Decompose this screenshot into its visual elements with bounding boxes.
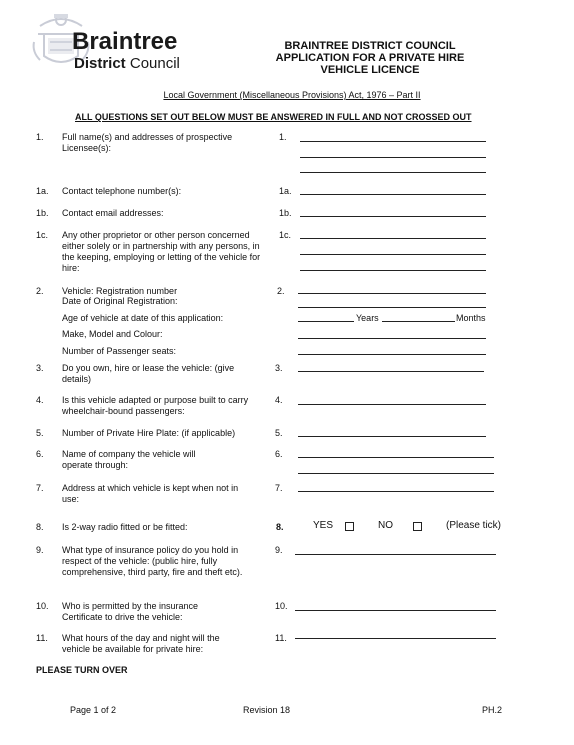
q10-text: Who is permitted by the insurance Certificate to drive the vehicle:	[62, 601, 199, 622]
q3-number: 3.	[36, 363, 44, 373]
q3-text: Do you own, hire or lease the vehicle: (give details)	[62, 363, 235, 384]
q7-answer-line[interactable]	[298, 491, 494, 492]
q8-tick-hint: (Please tick)	[446, 520, 502, 531]
turn-over-note: PLEASE TURN OVER	[36, 665, 128, 675]
q4-text: Is this vehicle adapted or purpose built to carry wheelchair-bound passengers:	[62, 395, 249, 416]
q5-answer-number: 5.	[275, 428, 283, 438]
q4-answer-line[interactable]	[298, 404, 486, 405]
q2-number: 2.	[36, 286, 44, 296]
q9-number: 9.	[36, 545, 44, 555]
q7-number: 7.	[36, 483, 44, 493]
q1c-text: Any other proprietor or other person concerned either solely or in partnership with any persons, in the keeping, employing or letting of the vehicle for hire:	[62, 230, 261, 273]
q4-answer-number: 4.	[275, 395, 283, 405]
q1a-answer-number: 1a.	[279, 186, 292, 196]
q11-text: What hours of the day and night will the vehicle be available for private hire:	[62, 633, 220, 654]
q1-answer-line-3[interactable]	[300, 172, 486, 173]
q2-age-label: Age of vehicle at date of this application:	[62, 313, 224, 323]
footer-form-code: PH.2	[482, 705, 503, 715]
q7-text: Address at which vehicle is kept when not in use:	[62, 483, 239, 504]
footer-revision: Revision 18	[243, 705, 291, 715]
q11-answer-line[interactable]	[295, 638, 496, 639]
q2-make-label: Make, Model and Colour:	[62, 329, 163, 339]
q8-yes-label: YES	[313, 520, 334, 531]
q6-answer-line-1[interactable]	[298, 457, 494, 458]
instruction-heading: ALL QUESTIONS SET OUT BELOW MUST BE ANSWERED IN FULL AND NOT CROSSED OUT	[75, 112, 472, 122]
q1b-text: Contact email addresses:	[62, 208, 164, 218]
q2-seats-label: Number of Passenger seats:	[62, 346, 177, 356]
q8-answer-number: 8.	[276, 522, 284, 532]
q8-no-label: NO	[378, 520, 393, 531]
q1a-answer-line[interactable]	[300, 194, 486, 195]
q5-text: Number of Private Hire Plate: (if applicable)	[62, 428, 236, 438]
q1-text: Full name(s) and addresses of prospective Licensee(s):	[62, 132, 233, 153]
q1a-number: 1a.	[36, 186, 49, 196]
q5-number: 5.	[36, 428, 44, 438]
form-title	[250, 40, 490, 76]
q2-months-label: Months	[456, 313, 486, 323]
logo-word-district-council	[74, 56, 180, 71]
q2-answer-number: 2.	[277, 286, 285, 296]
q1a-text: Contact telephone number(s):	[62, 186, 182, 196]
q1-answer-line-2[interactable]	[300, 157, 486, 158]
act-reference: Local Government (Miscellaneous Provisions) Act, 1976 – Part II	[163, 90, 421, 100]
q4-number: 4.	[36, 395, 44, 405]
logo-word-district: District	[74, 55, 126, 72]
q9-answer-line[interactable]	[295, 554, 496, 555]
q1c-answer-number: 1c.	[279, 230, 292, 240]
title-line-1: BRAINTREE DISTRICT COUNCIL	[284, 40, 456, 52]
q7-answer-number: 7.	[275, 483, 283, 493]
q2-months-line[interactable]	[382, 321, 455, 322]
title-line-3: VEHICLE LICENCE	[320, 64, 420, 76]
q1c-answer-line-2[interactable]	[300, 254, 486, 255]
q1c-answer-line-1[interactable]	[300, 238, 486, 239]
q6-answer-number: 6.	[275, 449, 283, 459]
q10-answer-line[interactable]	[295, 610, 496, 611]
q11-answer-number: 11.	[275, 633, 287, 643]
q9-answer-number: 9.	[275, 545, 283, 555]
q2-seats-line[interactable]	[298, 354, 486, 355]
q2-years-line[interactable]	[298, 321, 354, 322]
q2-date-line[interactable]	[298, 307, 486, 308]
footer-page-number: Page 1 of 2	[70, 705, 117, 715]
q1-answer-number: 1.	[279, 132, 287, 142]
q6-answer-line-2[interactable]	[298, 473, 494, 474]
q3-answer-number: 3.	[275, 363, 283, 373]
q9-text: What type of insurance policy do you hold in respect of the vehicle: (public hire, fully comprehensive, third party, fire and theft etc).	[62, 545, 243, 577]
q3-answer-line[interactable]	[298, 371, 484, 372]
q8-number: 8.	[36, 522, 44, 532]
q2-make-line[interactable]	[298, 338, 486, 339]
q8-text: Is 2-way radio fitted or be fitted:	[62, 522, 188, 532]
q2-date-label: Date of Original Registration:	[62, 296, 178, 306]
title-line-2: APPLICATION FOR A PRIVATE HIRE	[275, 52, 465, 64]
q1c-answer-line-3[interactable]	[300, 270, 486, 271]
q8-no-checkbox[interactable]	[413, 522, 422, 531]
q6-text: Name of company the vehicle will operate through:	[62, 449, 196, 470]
q10-answer-number: 10.	[275, 601, 288, 611]
q2-years-label: Years	[356, 313, 379, 323]
q1c-number: 1c.	[36, 230, 49, 240]
logo-word-braintree: Braintree	[72, 28, 178, 55]
q1b-answer-line[interactable]	[300, 216, 486, 217]
q10-number: 10.	[36, 601, 49, 611]
q5-answer-line[interactable]	[298, 436, 486, 437]
q2-registration-label: Vehicle: Registration number	[62, 286, 178, 296]
q1-answer-line-1[interactable]	[300, 141, 486, 142]
q1-number: 1.	[36, 132, 44, 142]
q6-number: 6.	[36, 449, 44, 459]
q2-registration-line[interactable]	[298, 293, 486, 294]
q1b-answer-number: 1b.	[279, 208, 292, 218]
q1b-number: 1b.	[36, 208, 49, 218]
q11-number: 11.	[36, 633, 48, 643]
q8-yes-checkbox[interactable]	[345, 522, 354, 531]
council-logo	[30, 8, 205, 70]
logo-word-council: Council	[129, 55, 180, 72]
